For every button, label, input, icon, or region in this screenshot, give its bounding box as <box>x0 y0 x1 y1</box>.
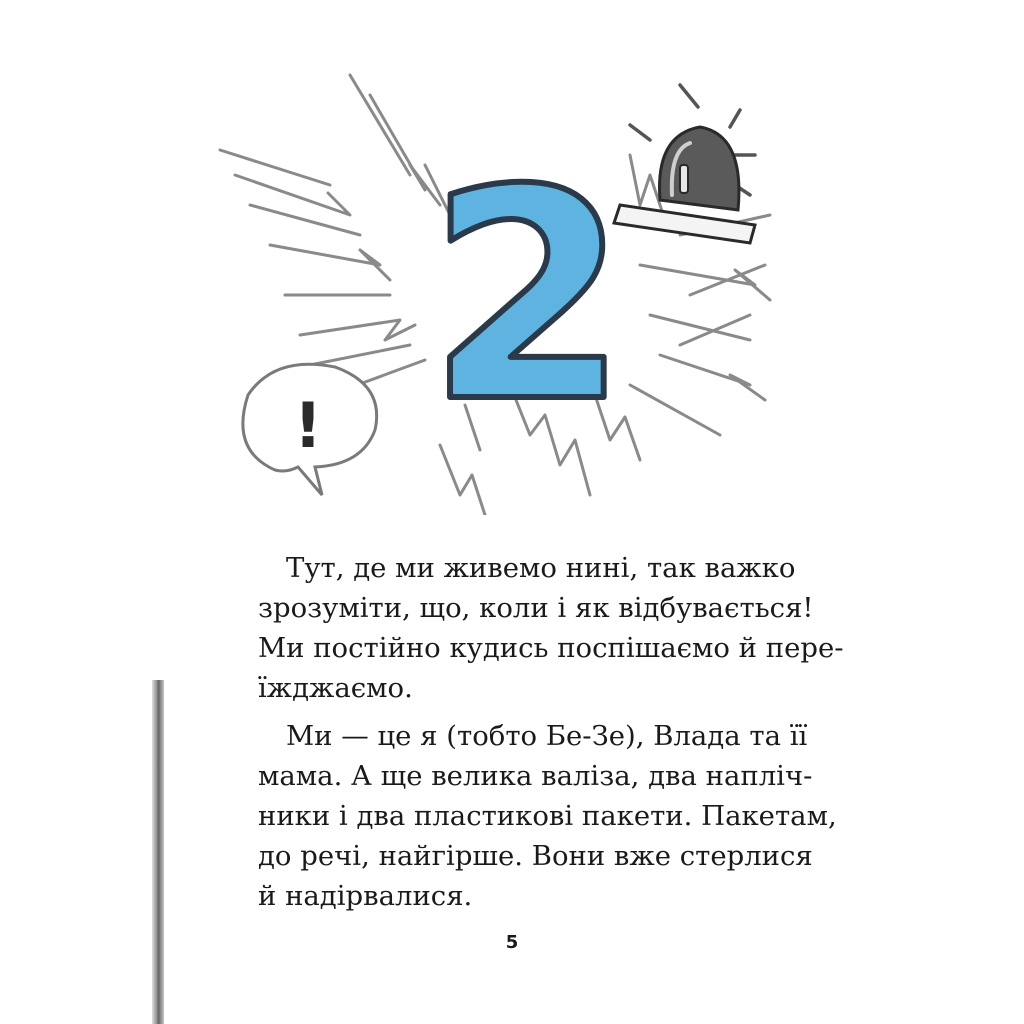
text-line: мама. А ще велика валіза, два напліч- <box>258 760 813 792</box>
exclamation-mark: ! <box>293 389 323 462</box>
page-spine-shadow <box>152 680 164 1024</box>
text-line: зрозуміти, що, коли і як відбувається! <box>258 592 814 624</box>
chapter-number <box>427 129 629 466</box>
paragraph-2 <box>258 716 837 916</box>
chapter-numeral: 2 <box>427 129 629 466</box>
text-line: їжджаємо. <box>258 672 413 704</box>
speech-bubble-icon <box>243 364 377 495</box>
chapter-illustration <box>210 55 810 515</box>
text-line: Ми постійно кудись поспішаємо й пере- <box>258 632 844 664</box>
text-line: ники і два пластикові пакети. Пакетам, <box>258 800 837 832</box>
text-line: й надірвалися. <box>258 880 473 912</box>
text-line: Тут, де ми живемо нині, так важко <box>286 552 796 584</box>
page-number: 5 <box>505 932 519 953</box>
paragraph-1 <box>258 548 844 708</box>
text-line: Ми — це я (тобто Бе-Зе), Влада та її <box>286 720 808 752</box>
body-text <box>258 548 844 916</box>
text-line: до речі, найгірше. Вони вже стерлися <box>258 840 813 872</box>
